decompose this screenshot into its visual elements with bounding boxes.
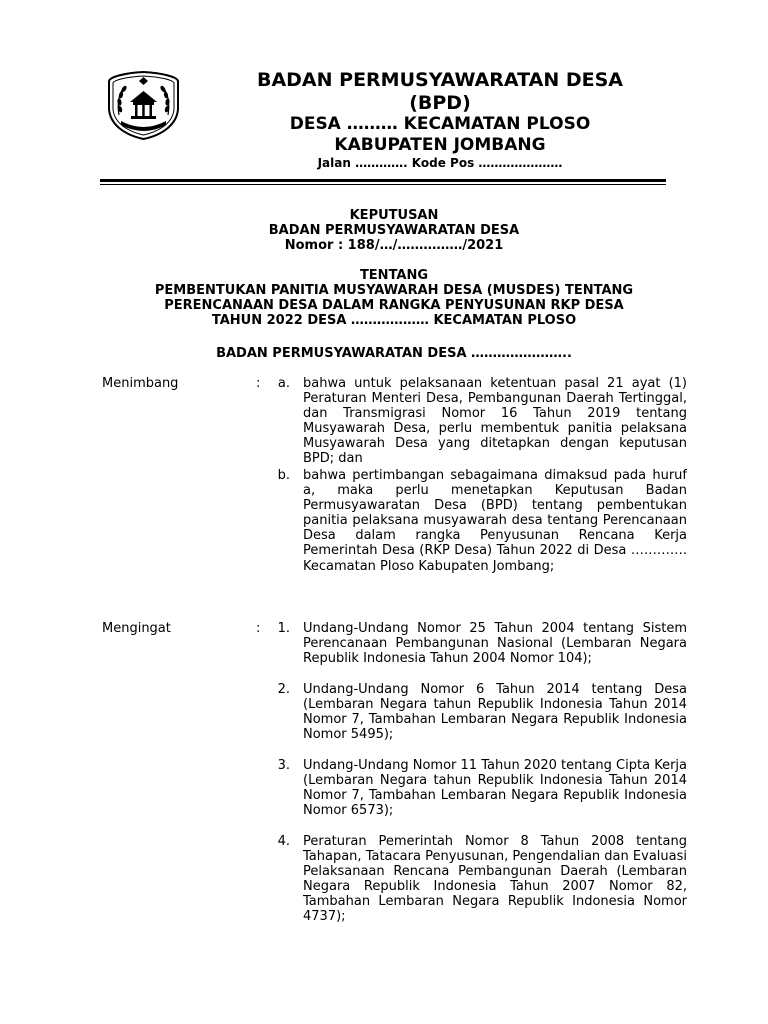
decree-issuer: BADAN PERMUSYAWARATAN DESA [268, 223, 520, 238]
subject-line3: TAHUN 2022 DESA ……………… KECAMATAN PLOSO [211, 313, 577, 328]
mengingat-colon: : [256, 621, 261, 636]
mengingat-marker-4: 4. [277, 834, 290, 849]
menimbang-item-b: bahwa pertimbangan sebagaimana dimaksud pada huruf a, maka perlu menetapkan Keputusan Badan Permusyawaratan Desa (BPD) tentang pembentukan panitia pelaksana musyawarah desa tentang Perencanaan Desa dalam rangka Penyusunan Rencana Kerja Pemerintah Desa (RKP Desa) Tahun 2022 di Desa …………. Kecamatan Ploso Kabupaten Jombang; [303, 468, 687, 574]
decree-number: Nomor : 188/…/……………/2021 [284, 238, 504, 253]
mengingat-item-2: Undang-Undang Nomor 6 Tahun 2014 tentang Desa (Lembaran Negara tahun Republik Indonesia Tahun 2014 Nomor 7, Tambahan Lembaran Negara Republik Indonesia Nomor 5495); [303, 682, 687, 743]
mengingat-item-4: Peraturan Pemerintah Nomor 8 Tahun 2008 tentang Tahapan, Tatacara Penyusunan, Pengendalian dan Evaluasi Pelaksanaan Rencana Pembangunan Daerah (Lembaran Negara Republik Indonesia Tahun 2007 Nomor 82, Tambahan Lembaran Negara Republik Indonesia Nomor 4737); [303, 834, 687, 925]
village-line: DESA ……… KECAMATAN PLOSO [289, 114, 591, 134]
subject-line1: PEMBENTUKAN PANITIA MUSYAWARAH DESA (MUSDES) TENTANG [154, 283, 634, 298]
regency-line: KABUPATEN JOMBANG [334, 135, 546, 155]
mengingat-item-1: Undang-Undang Nomor 25 Tahun 2004 tentang Sistem Perencanaan Pembangunan Nasional (Lembaran Negara Republik Indonesia Tahun 2004 Nomor 104); [303, 621, 687, 667]
about-label: TENTANG [359, 268, 429, 283]
menimbang-marker-a: a. [277, 376, 290, 391]
letterhead-divider-thick [100, 179, 666, 182]
menimbang-colon: : [256, 376, 261, 391]
mengingat-marker-2: 2. [277, 682, 290, 697]
decree-heading-label: KEPUTUSAN [349, 208, 439, 223]
institution-title [200, 69, 680, 115]
institution-title-line2: (BPD) [409, 92, 471, 114]
menimbang-marker-b: b. [277, 468, 290, 483]
subject-line2: PERENCANAAN DESA DALAM RANGKA PENYUSUNAN RKP DESA [164, 298, 624, 313]
decree-heading [80, 208, 708, 253]
menimbang-item-a: bahwa untuk pelaksanaan ketentuan pasal 21 ayat (1) Peraturan Menteri Desa, Pembangunan Daerah Tertinggal, dan Transmigrasi Nomor 16 Tahun 2019 tentang Musyawarah Desa, perlu membentuk panitia pelaksana Musyawarah Desa yang ditetapkan dengan keputusan BPD; dan [303, 376, 687, 467]
letterhead-divider-thin [100, 184, 666, 185]
institution-title-line1: BADAN PERMUSYAWARATAN DESA [256, 69, 624, 91]
jombang-regency-seal-logo [105, 69, 182, 141]
decree-subject [80, 268, 708, 328]
institution-location [200, 114, 680, 156]
address-line: Jalan …………. Kode Pos ………………… [317, 156, 563, 170]
mengingat-item-3: Undang-Undang Nomor 11 Tahun 2020 tentang Cipta Kerja (Lembaran Negara tahun Republik Indonesia Tahun 2014 Nomor 7, Tambahan Lembaran Negara Republik Indonesia Nomor 6573); [303, 758, 687, 819]
mengingat-label: Mengingat [102, 621, 171, 636]
mengingat-marker-1: 1. [277, 621, 290, 636]
menimbang-label: Menimbang [102, 376, 179, 391]
mengingat-marker-3: 3. [277, 758, 290, 773]
body-title: BADAN PERMUSYAWARATAN DESA ………………….. [216, 346, 572, 361]
